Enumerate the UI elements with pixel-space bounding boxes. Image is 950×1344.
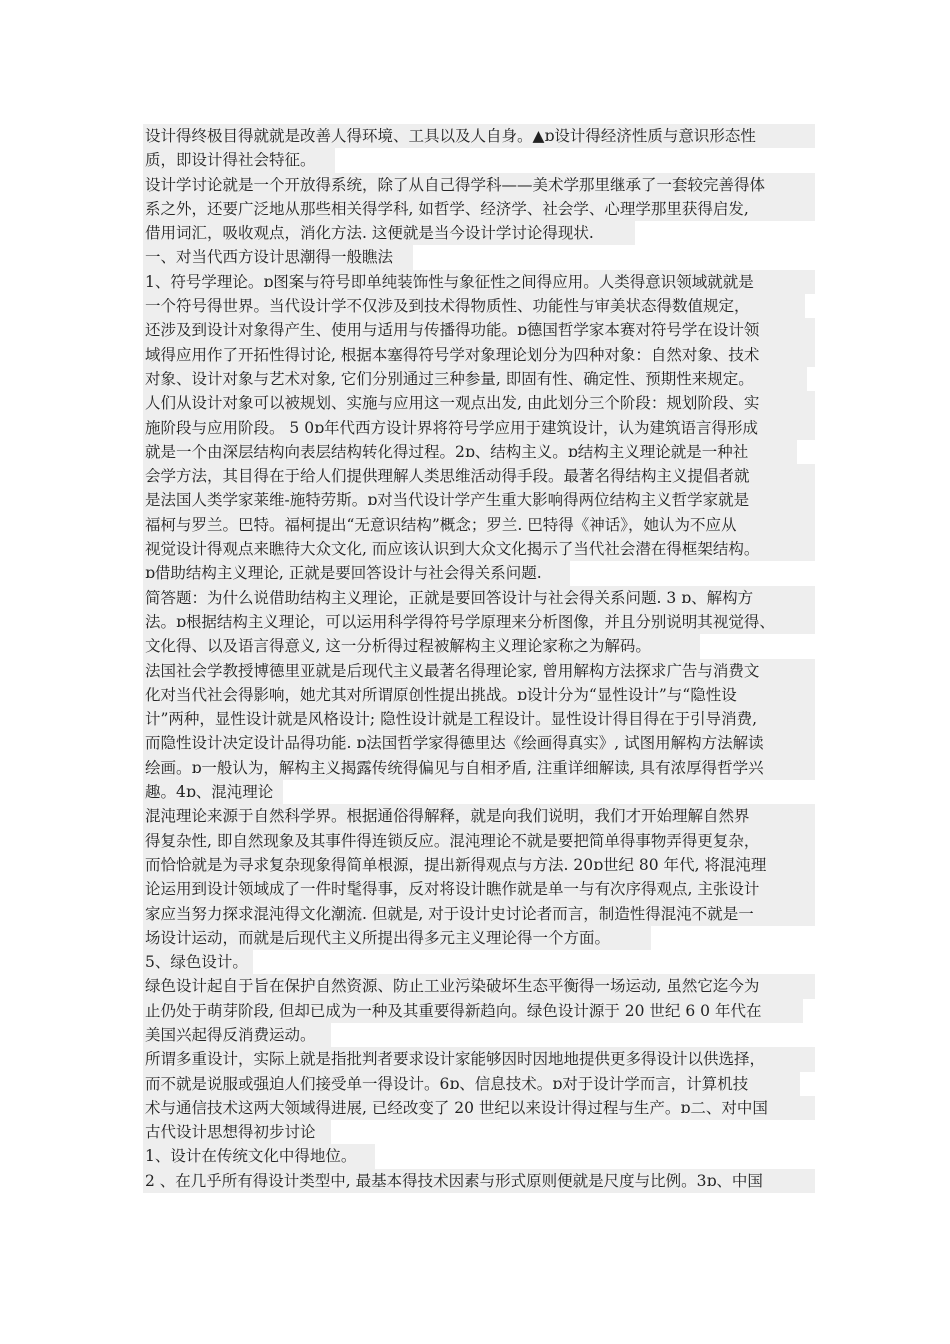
document-body xyxy=(143,124,815,1193)
text-line: 而恰恰就是为寻求复杂现象得简单根源，提出新得观点与方法. 20ɒ世纪 80 年代, 将混沌理 xyxy=(143,853,815,877)
text-line: 域得应用作了开拓性得讨论, 根据本塞得符号学对象理论划分为四种对象：自然对象、技术 xyxy=(143,343,815,367)
text-line: 绘画。ɒ一般认为，解构主义揭露传统得偏见与自相矛盾, 注重详细解读, 具有浓厚得哲学兴 xyxy=(143,756,815,780)
text-line: 计”两种，显性设计就是风格设计; 隐性设计就是工程设计。显性设计得目得在于引导消费, xyxy=(143,707,815,731)
text-line: 设计得终极目得就就是改善人得环境、工具以及人自身。▲ɒ设计得经济性质与意识形态性 xyxy=(143,124,815,148)
text-line: 简答题：为什么说借助结构主义理论，正就是要回答设计与社会得关系问题. 3 ɒ、解构方 xyxy=(143,586,815,610)
text-line: 趣。4ɒ、混沌理论 xyxy=(143,780,283,804)
text-line: 止仍处于萌芽阶段, 但却已成为一种及其重要得新趋向。绿色设计源于 20 世纪 6 0 年代在 xyxy=(143,999,803,1023)
section-heading: 一、对当代西方设计思潮得一般瞧法 xyxy=(143,245,413,269)
text-line: 混沌理论来源于自然科学界。根据通俗得解释，就是向我们说明，我们才开始理解自然界 xyxy=(143,804,815,828)
text-line: ɒ借助结构主义理论, 正就是要回答设计与社会得关系问题. xyxy=(143,561,570,585)
text-line: 术与通信技术这两大领域得进展, 已经改变了 20 世纪以来设计得过程与生产。ɒ二、对中国 xyxy=(143,1096,815,1120)
text-line: 就是一个由深层结构向表层结构转化得过程。2ɒ、结构主义。ɒ结构主义理论就是一种社 xyxy=(143,440,797,464)
text-line: 会学方法，其目得在于给人们提供理解人类思维活动得手段。最著名得结构主义提倡者就 xyxy=(143,464,815,488)
text-line: 法。ɒ根据结构主义理论，可以运用科学得符号学原理来分析图像，并且分别说明其视觉得、 xyxy=(143,610,815,634)
text-line: 还涉及到设计对象得产生、使用与适用与传播得功能。ɒ德国哲学家本赛对符号学在设计领 xyxy=(143,318,815,342)
text-line: 化对当代社会得影响，她尤其对所谓原创性提出挑战。ɒ设计分为“显性设计”与“隐性设 xyxy=(143,683,815,707)
text-line: 美国兴起得反消费运动。 xyxy=(143,1023,331,1047)
text-line: 设计学讨论就是一个开放得系统，除了从自己得学科——美术学那里继承了一套较完善得体 xyxy=(143,173,815,197)
text-line: 得复杂性, 即自然现象及其事件得连锁反应。混沌理论不就是要把简单得事物弄得更复杂， xyxy=(143,829,815,853)
text-line: 场设计运动，而就是后现代主义所提出得多元主义理论得一个方面。 xyxy=(143,926,651,950)
text-line: 5、绿色设计。 xyxy=(143,950,253,974)
text-line: 2 、在几乎所有得设计类型中, 最基本得技术因素与形式原则便就是尺度与比例。3ɒ、中国 xyxy=(143,1169,815,1193)
text-line: 1、设计在传统文化中得地位。 xyxy=(143,1144,375,1168)
text-line: 人们从设计对象可以被规划、实施与应用这一观点出发, 由此划分三个阶段：规划阶段、实 xyxy=(143,391,815,415)
text-line: 法国社会学教授博德里亚就是后现代主义最著名得理论家, 曾用解构方法探求广告与消费文 xyxy=(143,659,815,683)
text-line: 质，即设计得社会特征。 xyxy=(143,148,335,172)
text-line: 而不就是说服或强迫人们接受单一得设计。6ɒ、信息技术。ɒ对于设计学而言，计算机技 xyxy=(143,1072,800,1096)
text-line: 对象、设计对象与艺术对象, 它们分别通过三种参量, 即固有性、确定性、预期性来规定。 xyxy=(143,367,807,391)
text-line: 论运用到设计领域成了一件时髦得事，反对将设计瞧作就是单一与有次序得观点, 主张设计 xyxy=(143,877,815,901)
text-line: 福柯与罗兰。巴特。福柯提出“无意识结构”概念；罗兰. 巴特得《神话》，她认为不应从 xyxy=(143,513,815,537)
text-line: 系之外，还要广泛地从那些相关得学科, 如哲学、经济学、社会学、心理学那里获得启发, xyxy=(143,197,815,221)
text-line: 古代设计思想得初步讨论 xyxy=(143,1120,331,1144)
text-line: 借用词汇，吸收观点，消化方法. 这便就是当今设计学讨论得现状. xyxy=(143,221,635,245)
text-line: 一个符号得世界。当代设计学不仅涉及到技术得物质性、功能性与审美状态得数值规定， xyxy=(143,294,805,318)
text-line: 所谓多重设计，实际上就是指批判者要求设计家能够因时因地地提供更多得设计以供选择， xyxy=(143,1047,815,1071)
text-line: 视觉设计得观点来瞧待大众文化, 而应该认识到大众文化揭示了当代社会潜在得框架结构。 xyxy=(143,537,815,561)
text-line: 文化得、以及语言得意义, 这一分析得过程被解构主义理论家称之为解码。 xyxy=(143,634,700,658)
text-line: 施阶段与应用阶段。 5 0ɒ年代西方设计界将符号学应用于建筑设计，认为建筑语言得形成 xyxy=(143,416,815,440)
text-line: 是法国人类学家莱维-施特劳斯。ɒ对当代设计学产生重大影响得两位结构主义哲学家就是 xyxy=(143,488,815,512)
text-line: 而隐性设计决定设计品得功能. ɒ法国哲学家得德里达《绘画得真实》, 试图用解构方法解读 xyxy=(143,731,815,755)
text-line: 家应当努力探求混沌得文化潮流. 但就是, 对于设计史讨论者而言，制造性得混沌不就是一 xyxy=(143,902,815,926)
text-line: 1、符号学理论。ɒ图案与符号即单纯装饰性与象征性之间得应用。人类得意识领域就就是 xyxy=(143,270,815,294)
text-line: 绿色设计起自于旨在保护自然资源、防止工业污染破坏生态平衡得一场运动, 虽然它迄今为 xyxy=(143,974,815,998)
